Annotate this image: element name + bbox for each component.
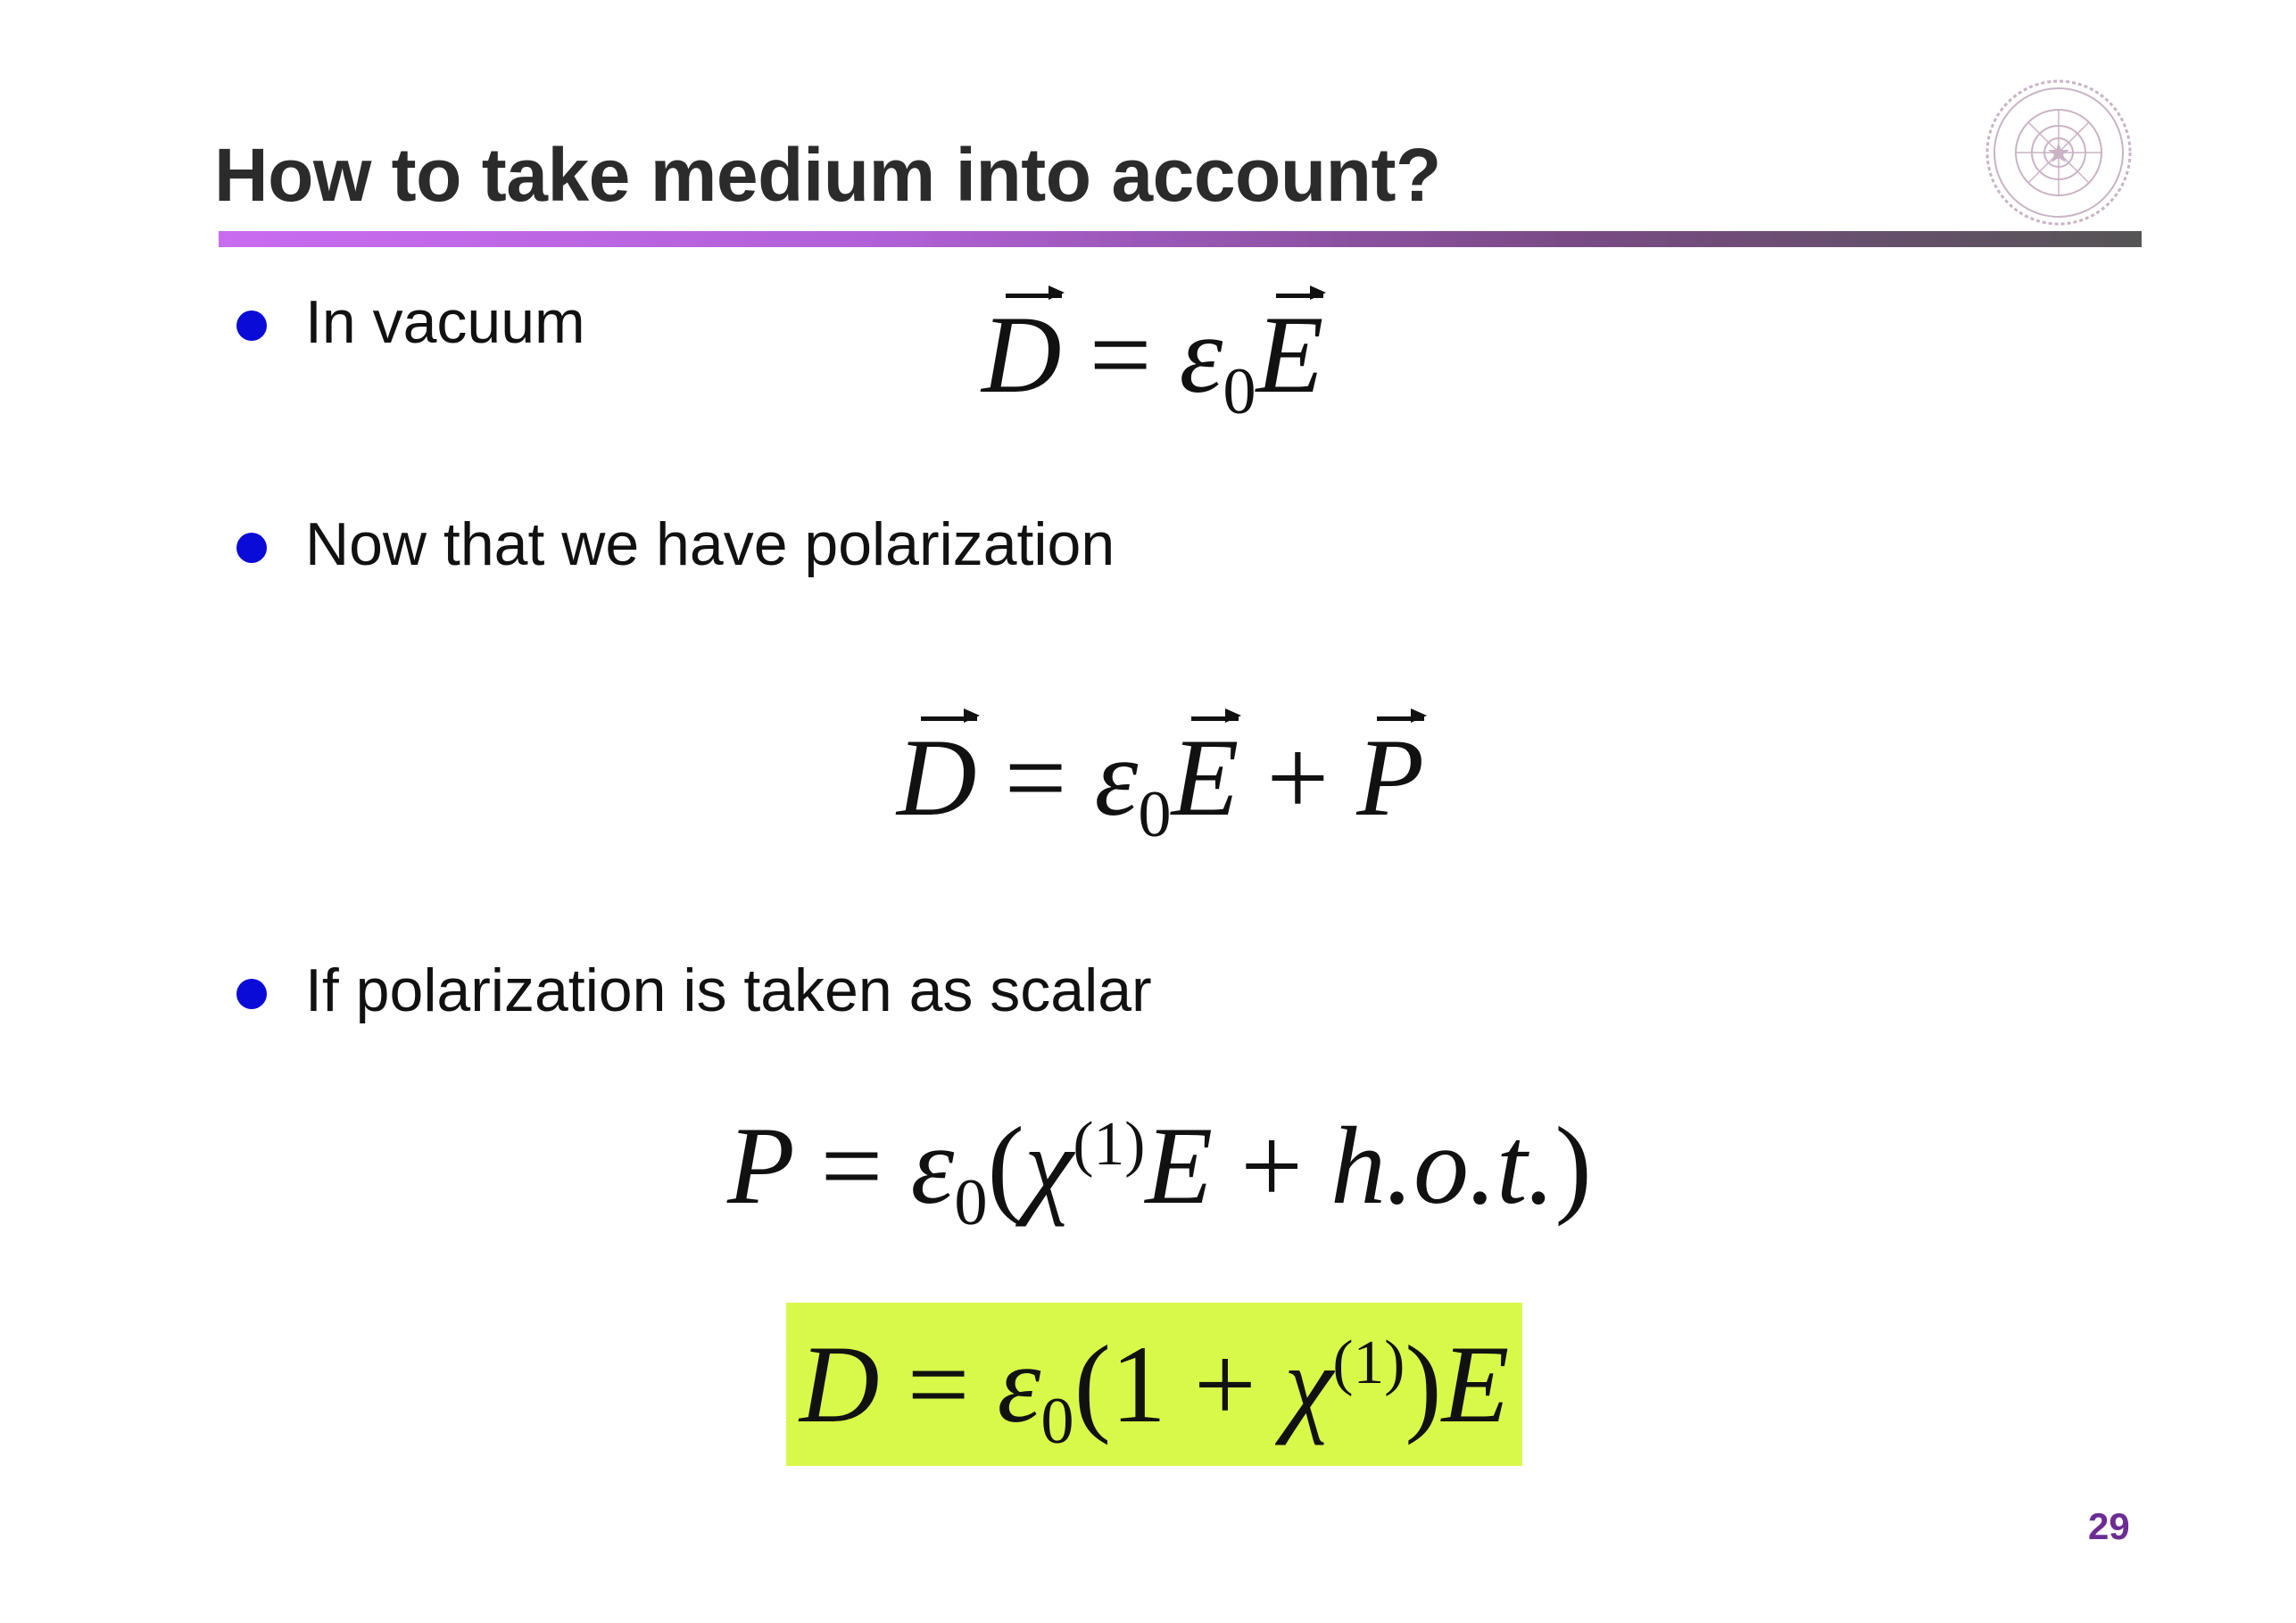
equals-sign: =: [820, 1105, 883, 1227]
equals-sign: =: [907, 1323, 970, 1445]
equals-sign: =: [1089, 294, 1152, 416]
epsilon-symbol: ε: [910, 1105, 955, 1227]
equation-displacement: [897, 716, 1425, 851]
symbol-P: P: [727, 1105, 793, 1227]
bullet-text-vacuum: In vacuum: [305, 288, 585, 356]
right-paren: ): [1554, 1105, 1592, 1227]
superscript-order: (1): [1332, 1328, 1405, 1397]
bullet-marker: [236, 979, 267, 1009]
subscript-zero: 0: [954, 1165, 988, 1239]
vec-E: E: [1171, 716, 1239, 839]
superscript-order: (1): [1073, 1109, 1146, 1179]
vec-D: D: [982, 294, 1062, 416]
equation-polarization-scalar: [727, 1105, 1592, 1239]
equation-vacuum: [982, 294, 1324, 428]
plus-sign: +: [1266, 716, 1330, 839]
right-paren: ): [1405, 1323, 1442, 1445]
title-underline: [219, 231, 2142, 247]
equals-sign: =: [1004, 716, 1067, 839]
left-paren: (: [987, 1105, 1024, 1227]
symbol-E: E: [1441, 1323, 1510, 1445]
vec-P: P: [1356, 716, 1425, 839]
equation-result: [800, 1323, 1510, 1458]
epsilon-symbol: ε: [1179, 294, 1223, 416]
plus-sign: +: [1193, 1323, 1256, 1445]
slide-title: How to take medium into account?: [214, 133, 1441, 217]
chi-symbol: χ: [1283, 1323, 1333, 1445]
left-paren: (: [1073, 1323, 1111, 1445]
university-seal: [1983, 77, 2134, 228]
bullet-text-scalar: If polarization is taken as scalar: [305, 956, 1152, 1024]
plus-sign: +: [1240, 1105, 1304, 1227]
subscript-zero: 0: [1138, 777, 1172, 851]
chi-symbol: χ: [1024, 1105, 1073, 1227]
symbol-E: E: [1145, 1105, 1214, 1227]
higher-order-terms: h.o.t.: [1330, 1105, 1555, 1227]
symbol-D: D: [800, 1323, 880, 1445]
subscript-zero: 0: [1223, 354, 1256, 428]
epsilon-symbol: ε: [1094, 716, 1139, 839]
epsilon-symbol: ε: [997, 1323, 1041, 1445]
bullet-marker: [236, 533, 267, 563]
subscript-zero: 0: [1040, 1384, 1074, 1458]
bullet-marker: [236, 311, 267, 341]
bullet-text-polarization: Now that we have polarization: [305, 510, 1115, 578]
vec-E: E: [1256, 294, 1324, 416]
numeral-one: 1: [1110, 1323, 1166, 1445]
page-number: 29: [2088, 1505, 2130, 1547]
vec-D: D: [897, 716, 977, 839]
